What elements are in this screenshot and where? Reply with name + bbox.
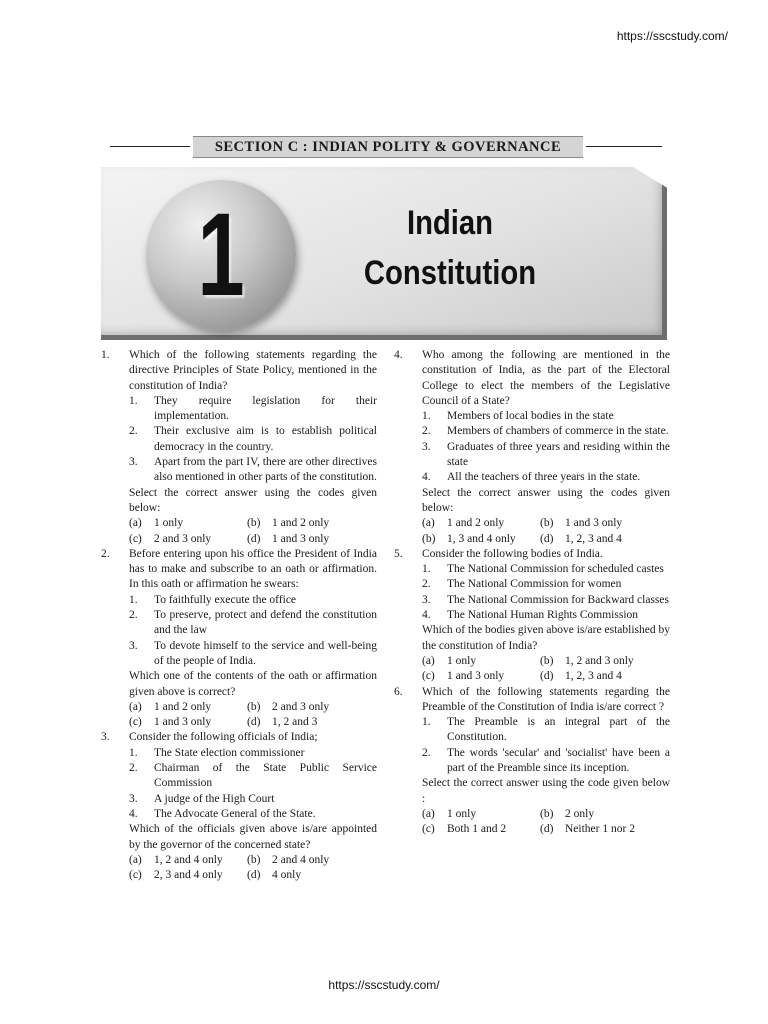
statement-number: 3. bbox=[129, 639, 138, 652]
statement-number: 3. bbox=[129, 792, 138, 805]
question-text: Consider the following officials of India; bbox=[129, 731, 318, 744]
source-url-footer[interactable]: https://sscstudy.com/ bbox=[328, 978, 440, 992]
source-url-header[interactable]: https://sscstudy.com/ bbox=[616, 29, 728, 43]
statement-text: Graduates of three years and residing within the state bbox=[447, 440, 670, 469]
question-5 bbox=[394, 547, 670, 685]
question-text: Which of the following statements regarding the Preamble of the Constitution of India is/are correct ? bbox=[422, 685, 670, 713]
statement bbox=[422, 608, 670, 623]
option-text: 1 and 3 only bbox=[565, 517, 623, 530]
question-number: 6. bbox=[394, 685, 403, 698]
statement-number: 2. bbox=[422, 578, 431, 591]
option-c[interactable] bbox=[422, 532, 540, 547]
option-text: 1, 2 and 4 only bbox=[154, 853, 223, 866]
option-label: (a) bbox=[422, 654, 435, 667]
option-text: 1 only bbox=[447, 807, 477, 820]
question-instruction: Select the correct answer using the code given below : bbox=[422, 777, 670, 805]
statement bbox=[422, 440, 670, 471]
option-c[interactable] bbox=[129, 532, 247, 547]
option-b[interactable] bbox=[247, 516, 377, 531]
statement-text: The National Human Rights Commission bbox=[447, 609, 639, 622]
statement bbox=[129, 807, 377, 822]
question-text: Which of the following statements regarding the directive Principles of State Policy, mentioned in the constitution of India? bbox=[129, 349, 377, 392]
option-b[interactable] bbox=[247, 700, 377, 715]
statement-text: Members of chambers of commerce in the state. bbox=[447, 425, 669, 438]
option-a[interactable] bbox=[422, 807, 540, 822]
statement-text: Apart from the part IV, there are other directives also mentioned in other parts of the constitution. bbox=[154, 456, 377, 484]
option-text: 1, 2 and 3 only bbox=[565, 654, 634, 667]
option-label: (a) bbox=[129, 517, 142, 530]
statement-number: 3. bbox=[129, 456, 138, 469]
statement-text: All the teachers of three years in the state. bbox=[447, 471, 641, 484]
option-label: (b) bbox=[540, 807, 554, 820]
question-instruction: Which of the officials given above is/are appointed by the governor of the concerned state? bbox=[129, 823, 377, 851]
option-b[interactable] bbox=[540, 807, 670, 822]
question-text: Consider the following bodies of India. bbox=[422, 547, 603, 560]
option-text: 1 and 2 only bbox=[447, 517, 505, 530]
option-a[interactable] bbox=[129, 516, 247, 531]
statement-number: 2. bbox=[422, 746, 431, 759]
option-text: 2 only bbox=[565, 807, 595, 820]
option-text: 1, 3 and 4 only bbox=[447, 532, 516, 545]
question-text: Who among the following are mentioned in the constitution of India, as the part of the Electoral College to elect the members of the Legislative Council of a State? bbox=[422, 349, 670, 407]
statement bbox=[129, 455, 377, 486]
question-2 bbox=[101, 547, 377, 731]
option-label: (a) bbox=[422, 807, 435, 820]
statement bbox=[129, 394, 377, 425]
question-instruction: Select the correct answer using the codes given below: bbox=[129, 486, 377, 514]
question-number: 3. bbox=[101, 731, 110, 744]
option-label: (d) bbox=[247, 716, 261, 729]
statement bbox=[422, 409, 670, 424]
question-number: 4. bbox=[394, 349, 403, 361]
option-text: 2 and 4 only bbox=[272, 853, 330, 866]
statement-number: 1. bbox=[422, 563, 431, 576]
option-text: 1 only bbox=[447, 654, 477, 667]
option-d[interactable] bbox=[540, 822, 670, 837]
answer-options bbox=[422, 516, 670, 547]
answer-options bbox=[422, 807, 670, 838]
option-label: (c) bbox=[129, 532, 142, 545]
statement-number: 4. bbox=[422, 471, 431, 484]
statement bbox=[422, 593, 670, 608]
statement bbox=[129, 792, 377, 807]
option-label: (d) bbox=[540, 532, 554, 545]
option-d[interactable] bbox=[247, 868, 377, 883]
statement-number: 1. bbox=[129, 746, 138, 759]
option-text: Neither 1 nor 2 bbox=[565, 823, 635, 836]
statement-number: 3. bbox=[422, 440, 431, 453]
statement-text: To faithfully execute the office bbox=[154, 593, 297, 606]
statement-number: 2. bbox=[129, 762, 138, 775]
option-d[interactable] bbox=[540, 532, 670, 547]
option-text: 1 and 3 only bbox=[447, 670, 505, 683]
option-c[interactable] bbox=[129, 868, 247, 883]
statement bbox=[422, 470, 670, 485]
option-text: Both 1 and 2 bbox=[447, 823, 507, 836]
statement bbox=[129, 639, 377, 670]
option-label: (a) bbox=[129, 853, 142, 866]
option-label: (d) bbox=[540, 670, 554, 683]
option-text: 1, 2, 3 and 4 bbox=[565, 670, 622, 683]
option-label: (d) bbox=[540, 823, 554, 836]
option-label: (b) bbox=[422, 532, 436, 545]
option-label: (c) bbox=[422, 670, 435, 683]
chapter-number: 1 bbox=[197, 189, 245, 321]
option-label: (b) bbox=[540, 654, 554, 667]
option-label: (d) bbox=[247, 532, 261, 545]
option-a[interactable] bbox=[422, 516, 540, 531]
statement-number: 4. bbox=[422, 609, 431, 622]
statement-number: 4. bbox=[129, 807, 138, 820]
statement-text: The words 'secular' and 'socialist' have been a part of the Preamble since its inception. bbox=[447, 746, 670, 775]
answer-options bbox=[422, 654, 670, 685]
statement-text: Members of local bodies in the state bbox=[447, 410, 614, 423]
question-1 bbox=[101, 348, 377, 547]
option-a[interactable] bbox=[129, 700, 247, 715]
option-label: (b) bbox=[247, 853, 261, 866]
option-text: 2, 3 and 4 only bbox=[154, 869, 223, 882]
section-heading: SECTION C : INDIAN POLITY & GOVERNANCE bbox=[193, 136, 583, 158]
option-label: (a) bbox=[129, 700, 142, 713]
statement-text: The Advocate General of the State. bbox=[154, 807, 316, 820]
option-d[interactable] bbox=[540, 669, 670, 684]
option-label: (c) bbox=[422, 823, 435, 836]
chapter-title bbox=[355, 198, 544, 298]
statement-text: The National Commission for women bbox=[447, 578, 622, 591]
statement-text: The State election commissioner bbox=[154, 746, 305, 759]
statement-text: The National Commission for Backward classes bbox=[447, 593, 669, 606]
option-label: (d) bbox=[247, 869, 261, 882]
statement-text: Their exclusive aim is to establish political democracy in the country. bbox=[154, 425, 377, 453]
question-number: 5. bbox=[394, 547, 403, 560]
right-column bbox=[394, 348, 670, 838]
left-column bbox=[101, 348, 377, 883]
statement bbox=[422, 562, 670, 577]
option-text: 2 and 3 only bbox=[272, 700, 330, 713]
answer-options bbox=[129, 516, 377, 547]
option-text: 1 only bbox=[154, 517, 184, 530]
question-number: 2. bbox=[101, 547, 110, 560]
statement-text: To devote himself to the service and well-being of the people of India. bbox=[154, 639, 377, 667]
chapter-title-line-1: Indian bbox=[406, 204, 494, 242]
section-rule-left bbox=[110, 146, 190, 147]
statement bbox=[129, 746, 377, 761]
question-instruction: Select the correct answer using the codes given below: bbox=[422, 486, 670, 514]
option-label: (b) bbox=[540, 517, 554, 530]
statement bbox=[129, 593, 377, 608]
statement-number: 1. bbox=[129, 394, 138, 407]
option-a[interactable] bbox=[422, 654, 540, 669]
option-label: (c) bbox=[129, 716, 142, 729]
question-number: 1. bbox=[101, 349, 110, 361]
option-text: 1 and 2 only bbox=[272, 517, 330, 530]
statement-number: 1. bbox=[422, 410, 431, 423]
statement-text: The Preamble is an integral part of the Constitution. bbox=[447, 716, 670, 744]
statement-number: 1. bbox=[129, 593, 138, 606]
statement bbox=[129, 608, 377, 639]
option-c[interactable] bbox=[422, 822, 540, 837]
option-label: (a) bbox=[422, 517, 435, 530]
answer-options bbox=[129, 853, 377, 884]
option-c[interactable] bbox=[129, 715, 247, 730]
option-text: 1, 2 and 3 bbox=[272, 716, 318, 729]
statement bbox=[129, 424, 377, 455]
option-text: 4 only bbox=[272, 869, 302, 882]
statement-number: 2. bbox=[129, 425, 138, 438]
section-rule-right bbox=[586, 146, 662, 147]
statement-text: To preserve, protect and defend the constitution and the law bbox=[154, 609, 377, 637]
question-3 bbox=[101, 730, 377, 883]
option-text: 1, 2, 3 and 4 bbox=[565, 532, 622, 545]
option-text: 1 and 3 only bbox=[154, 716, 212, 729]
option-label: (b) bbox=[247, 517, 261, 530]
option-label: (b) bbox=[247, 700, 261, 713]
option-b[interactable] bbox=[540, 516, 670, 531]
statement-number: 2. bbox=[422, 425, 431, 438]
question-instruction: Which of the bodies given above is/are established by the constitution of India? bbox=[422, 624, 670, 652]
option-b[interactable] bbox=[247, 853, 377, 868]
option-text: 1 and 2 only bbox=[154, 700, 212, 713]
statement-number: 2. bbox=[129, 609, 138, 622]
answer-options bbox=[129, 700, 377, 731]
option-d[interactable] bbox=[247, 532, 377, 547]
statement-number: 1. bbox=[422, 716, 431, 729]
option-a[interactable] bbox=[129, 853, 247, 868]
option-c[interactable] bbox=[422, 669, 540, 684]
statement-text: A judge of the High Court bbox=[154, 792, 275, 805]
statement-text: The National Commission for scheduled castes bbox=[447, 563, 664, 576]
statement bbox=[422, 746, 670, 777]
statement-text: They require legislation for their implementation. bbox=[154, 394, 377, 423]
statement-text: Chairman of the State Public Service Commission bbox=[154, 762, 377, 790]
option-b[interactable] bbox=[540, 654, 670, 669]
option-text: 2 and 3 only bbox=[154, 532, 212, 545]
statement-number: 3. bbox=[422, 593, 431, 606]
statement bbox=[422, 715, 670, 746]
option-d[interactable] bbox=[247, 715, 377, 730]
option-text: 1 and 3 only bbox=[272, 532, 330, 545]
chapter-title-line-2: Constitution bbox=[363, 254, 537, 292]
question-text: Before entering upon his office the President of India has to make and subscribe to an oath or affirmation. In this oath or affirmation he swears: bbox=[129, 547, 377, 591]
statement bbox=[422, 577, 670, 592]
question-4 bbox=[394, 348, 670, 547]
statement bbox=[422, 424, 670, 439]
question-instruction: Which one of the contents of the oath or affirmation given above is correct? bbox=[129, 670, 377, 698]
statement bbox=[129, 761, 377, 792]
option-label: (c) bbox=[129, 869, 142, 882]
question-6 bbox=[394, 685, 670, 838]
